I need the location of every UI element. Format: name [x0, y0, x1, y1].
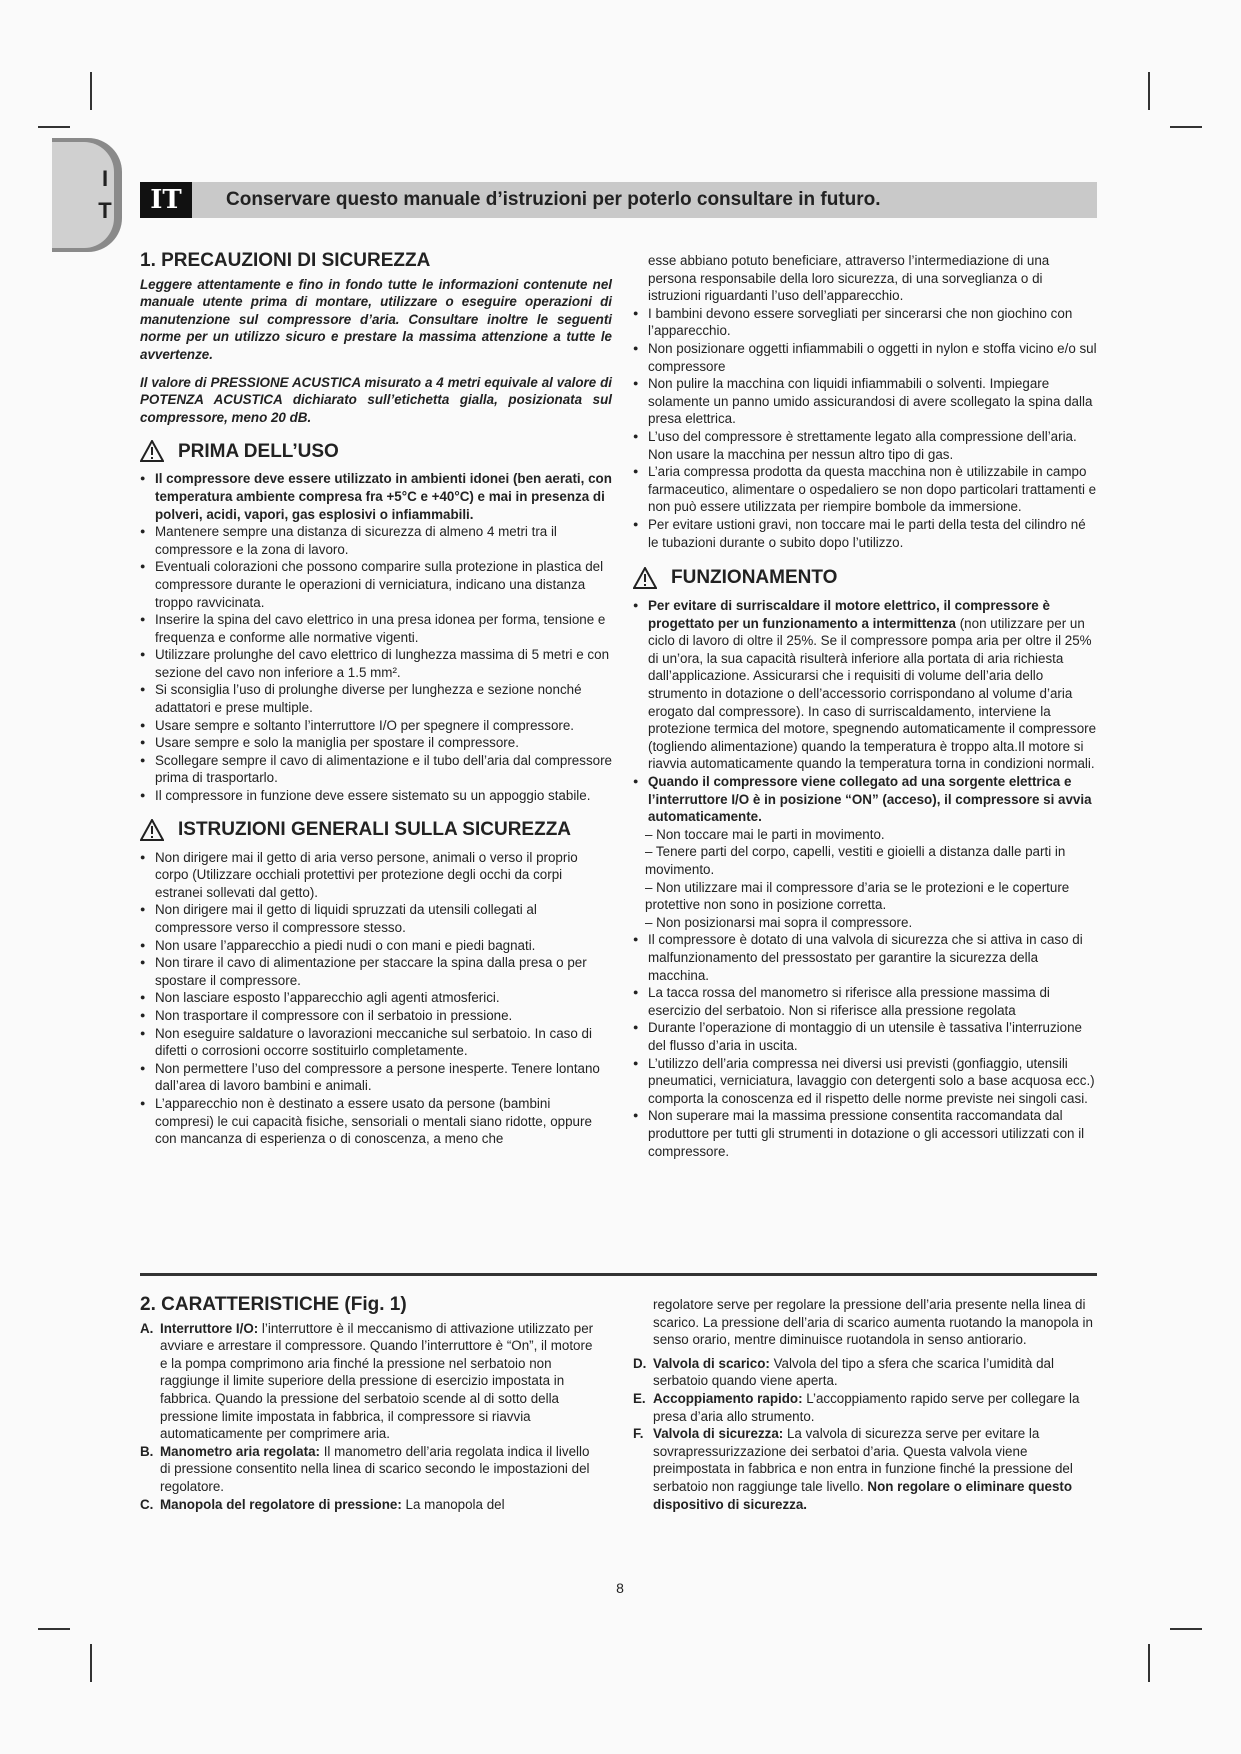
- list-item: ● L’apparecchio non è destinato a essere usato da persone (bambini compresi) le cui capacità fisiche, sensoriali o mentali siano ridotte, oppure con mancanza di esperienza o di conoscenza, a meno che: [140, 1095, 612, 1148]
- list-item: ● Quando il compressore viene collegato ad una sorgente elettrica e l’interruttore I/O è in posizione “ON” (acceso), il compressore si avvia automaticamente.: [633, 773, 1098, 826]
- right-list: [633, 305, 1098, 551]
- list-item: ● Il compressore in funzione deve essere sistemato su un appoggio stabile.: [140, 787, 612, 805]
- feature-key: F.: [633, 1426, 644, 1442]
- feature-key: B.: [140, 1443, 154, 1459]
- sub-item: – Non posizionarsi mai sopra il compressore.: [645, 914, 913, 930]
- crop-mark: [38, 126, 70, 128]
- list-item: ● Non eseguire saldature o lavorazioni meccaniche sul serbatoio. In caso di difetti o corrosioni occorre sostituirlo completamente.: [140, 1025, 612, 1060]
- feature-text: La manopola del: [401, 1496, 505, 1512]
- list-item: ● Inserire la spina del cavo elettrico in una presa idonea per forma, tensione e frequenza e conforme alle normative vigenti.: [140, 611, 612, 646]
- tab-letter-t: T: [98, 198, 112, 223]
- features-left: [140, 1296, 595, 1513]
- section-1-title: 1. PRECAUZIONI DI SICUREZZA: [140, 250, 431, 271]
- list-item: ● Non permettere l’uso del compressore a persone inesperte. Tenere lontano dall’area di lavoro bambini e animali.: [140, 1060, 612, 1095]
- page-number: 8: [616, 1580, 624, 1596]
- feature-text: Il manometro dell’aria regolata indica il livello di pressione consentito nella linea di scarico secondo le impostazioni del regolatore.: [160, 1443, 590, 1494]
- feature-text: L’accoppiamento rapido serve per collegare la presa d’aria allo strumento.: [653, 1390, 1080, 1424]
- list-item: ● Il compressore deve essere utilizzato in ambienti idonei (ben aerati, con temperatura ambiente compresa fra +5°C e +40°C) e mai in presenza di polveri, acidi, vapori, gas esplosivi o infiammabili.: [140, 470, 612, 523]
- prima-list: [140, 470, 612, 804]
- right-column: [633, 252, 1098, 1160]
- warning-icon: [633, 567, 657, 589]
- feature-label: Valvola di scarico:: [653, 1355, 770, 1371]
- feature-key: E.: [633, 1390, 646, 1406]
- list-item: ● Non dirigere mai il getto di liquidi spruzzati da utensili collegati al compressore verso il compressore stesso.: [140, 901, 612, 936]
- list-item: ● I bambini devono essere sorvegliati per sincerarsi che non giochino con l’apparecchio.: [633, 305, 1098, 340]
- feature-d: [633, 1355, 1098, 1390]
- sub-item: – Tenere parti del corpo, capelli, vestiti e gioielli a distanza dalle parti in movimento.: [645, 844, 1066, 877]
- list-item: ● Non usare l’apparecchio a piedi nudi o con mani e piedi bagnati.: [140, 937, 612, 955]
- sub-item: – Non utilizzare mai il compressore d’aria se le protezioni e le coperture protettive non sono in posizione corretta.: [645, 879, 1070, 913]
- crop-mark: [1148, 72, 1150, 110]
- list-item: ● Non lasciare esposto l’apparecchio agli agenti atmosferici.: [140, 989, 612, 1007]
- crop-mark: [90, 72, 92, 110]
- language-tab-inner: [52, 142, 114, 248]
- feature-warning: Non regolare o eliminare questo dispositivo di sicurezza.: [653, 1478, 1073, 1512]
- feature-c-continued: regolatore serve per regolare la pressione dell’aria presente nella linea di scarico. La pressione dell’aria di scarico aumenta ruotando la manopola in senso orario, mentre diminuisce ruotandola in senso antiorario.: [653, 1297, 1093, 1348]
- crop-mark: [90, 1644, 92, 1682]
- feature-text: La valvola di sicurezza serve per evitare la sovrapressurizzazione dei serbatoi d’aria. Questa valvola viene preimpostata in fabbrica e non entra in funzione finché la pressione del serbatoio non raggiunge tale livello.: [653, 1426, 1073, 1494]
- warning-icon: [140, 440, 164, 462]
- list-item: ● Non posizionare oggetti infiammabili o oggetti in nylon e stoffa vicino e/o sul compressore: [633, 340, 1098, 375]
- left-column: [140, 252, 612, 1148]
- list-item: ● Utilizzare prolunghe del cavo elettrico di lunghezza massima di 5 metri e con sezione del cavo non inferiore a 1.5 mm².: [140, 646, 612, 681]
- feature-c: [140, 1496, 595, 1514]
- prima-heading: [140, 440, 612, 462]
- feature-f: [633, 1425, 1098, 1513]
- crop-mark: [1148, 1644, 1150, 1682]
- feature-key: C.: [140, 1496, 154, 1512]
- list-item: ● Non superare mai la massima pressione consentita raccomandata dal produttore per tutti gli strumenti in dotazione o gli accessori utilizzati con il compressore.: [633, 1107, 1098, 1160]
- feature-text: Valvola del tipo a sfera che scarica l’umidità dal serbatoio quando viene aperta.: [653, 1355, 1054, 1389]
- funzionamento-title: FUNZIONAMENTO: [671, 567, 838, 589]
- list-item: ● Mantenere sempre una distanza di sicurezza di almeno 4 metri tra il compressore e la zona di lavoro.: [140, 523, 612, 558]
- bold-lead: Per evitare di surriscaldare il motore elettrico, il compressore è progettato per un funzionamento a intermittenza: [648, 598, 1050, 631]
- feature-label: Interruttore I/O:: [160, 1320, 259, 1336]
- list-item: ● Eventuali colorazioni che possono comparire sulla protezione in plastica del compressore durante le operazioni di verniciatura, indicano una distanza troppo ravvicinata.: [140, 558, 612, 611]
- continued-paragraph: esse abbiano potuto beneficiare, attraverso l’intermediazione di una persona responsabile della loro sicurezza, di una sorveglianza o di istruzioni riguardanti l’uso dell’apparecchio.: [648, 253, 1050, 304]
- crop-mark: [1170, 1628, 1202, 1630]
- language-code: IT: [140, 182, 192, 218]
- istruzioni-title: ISTRUZIONI GENERALI SULLA SICUREZZA: [178, 818, 572, 840]
- feature-text: l’interruttore è il meccanismo di attivazione utilizzato per avviare e arrestare il compressore. Quando l’interruttore è “On”, il motore e la pompa comprimono aria finché la pressione nel serbatoio non raggiunge il limite superiore della pressione di esercizio impostata in fabbrica. Quando la pressione del serbatoio scende al di sotto della pressione limite impostata in fabbrica, il compressore si riavvia automaticamente per comprimere aria.: [160, 1320, 594, 1442]
- funzionamento-list: [633, 597, 1098, 1160]
- feature-label: Manometro aria regolata:: [160, 1443, 320, 1459]
- prima-title: PRIMA DELL’USO: [178, 440, 339, 462]
- list-item: ● L’utilizzo dell’aria compressa nei diversi usi previsti (gonfiaggio, utensili pneumatici, verniciatura, lavaggio con detergenti solo a base acquosa ecc.) comporta la conoscenza ed il rispetto delle norme previste nei singoli casi.: [633, 1055, 1098, 1108]
- crop-mark: [38, 1628, 70, 1630]
- feature-a: [140, 1320, 595, 1443]
- list-item: [633, 597, 1098, 773]
- features-right: [633, 1296, 1098, 1513]
- tab-letter-i: I: [101, 166, 109, 191]
- list-item: ● Durante l’operazione di montaggio di un utensile è tassativa l’interruzione del flusso d’aria in uscita.: [633, 1019, 1098, 1054]
- feature-label: Manopola del regolatore di pressione:: [160, 1496, 402, 1512]
- list-item: ● Non dirigere mai il getto di aria verso persone, animali o verso il proprio corpo (Utilizzare occhiali protettivi per protezione degli occhi da corpi estranei sollevati dal getto).: [140, 849, 612, 902]
- list-item: ● Usare sempre e solo la maniglia per spostare il compressore.: [140, 734, 612, 752]
- feature-label: Accoppiamento rapido:: [653, 1390, 803, 1406]
- sub-item: – Non toccare mai le parti in movimento.: [645, 826, 885, 842]
- list-item: ● Per evitare ustioni gravi, non toccare mai le parti della testa del cilindro né le tubazioni durante o subito dopo l’utilizzo.: [633, 516, 1098, 551]
- acoustic-note: Il valore di PRESSIONE ACUSTICA misurato a 4 metri equivale al valore di POTENZA ACUSTICA dichiarato sull’etichetta gialla, posizionata sul compressore, meno 20 dB.: [140, 374, 612, 425]
- list-item: ● Non tirare il cavo di alimentazione per staccare la spina dalla presa o per spostare il compressore.: [140, 954, 612, 989]
- header-title: Conservare questo manuale d’istruzioni per poterlo consultare in futuro.: [226, 189, 881, 210]
- feature-key: A.: [140, 1320, 154, 1336]
- warning-icon: [140, 819, 164, 841]
- list-item: ● Usare sempre e soltanto l’interruttore I/O per spegnere il compressore.: [140, 717, 612, 735]
- feature-label: Valvola di sicurezza:: [653, 1426, 784, 1442]
- list-item: ● Il compressore è dotato di una valvola di sicurezza che si attiva in caso di malfunzionamento del pressostato per garantire la sicurezza della macchina.: [633, 931, 1098, 984]
- intro-paragraph: Leggere attentamente e fino in fondo tutte le informazioni contenute nel manuale utente prima di montare, utilizzare o eseguire operazioni di manutenzione sul compressore d’aria. Consultare inoltre le seguenti norme per un utilizzo sicuro e prestare la massima attenzione a tutte le avvertenze.: [140, 276, 612, 362]
- list-item: ● La tacca rossa del manometro si riferisce alla pressione massima di esercizio del serbatoio. Non si riferisce alla pressione regolata: [633, 984, 1098, 1019]
- body-text: (non utilizzare per un ciclo di lavoro di oltre il 25%. Se il compressore pompa aria per oltre il 25% di un’ora, la sua capacità risulterà inferiore alla portata di aria richiesta dall’applicazione. Assicurarsi che i requisiti di volume dell’aria dello strumento in dotazione o dell’accessorio corrispondano al volume d’aria erogato dal compressore). In caso di surriscaldamento, interviene la protezione termica del motore, spegnendo automaticamente il compressore (togliendo alimentazione) quando la temperatura è troppo alta.Il motore si riavvia automaticamente quando la temperatura torna in condizioni normali.: [648, 615, 1097, 772]
- list-item: ● Non trasportare il compressore con il serbatoio in pressione.: [140, 1007, 612, 1025]
- feature-b: [140, 1443, 595, 1496]
- section-divider: [140, 1273, 1097, 1276]
- list-item: ● Si sconsiglia l’uso di prolunghe diverse per lunghezza e sezione nonché adattatori e prese multiple.: [140, 681, 612, 716]
- list-item: ● Non pulire la macchina con liquidi infiammabili o solventi. Impiegare solamente un panno umido assicurandosi di avere scollegato la spina dalla presa elettrica.: [633, 375, 1098, 428]
- istruzioni-heading: [140, 819, 612, 841]
- istruzioni-list: [140, 849, 612, 1148]
- list-item: ● L’aria compressa prodotta da questa macchina non è utilizzabile in campo farmaceutico, alimentare o ospedaliero se non dopo particolari trattamenti e non può essere utilizzata per riempire bombole da immersione.: [633, 463, 1098, 516]
- feature-key: D.: [633, 1355, 647, 1371]
- crop-mark: [1170, 126, 1202, 128]
- feature-e: [633, 1390, 1098, 1425]
- funzionamento-heading: [633, 567, 1098, 589]
- section-2-title: 2. CARATTERISTICHE (Fig. 1): [140, 1294, 407, 1315]
- list-item: ● L’uso del compressore è strettamente legato alla compressione dell’aria. Non usare la macchina per nessun altro tipo di gas.: [633, 428, 1098, 463]
- list-item: ● Scollegare sempre il cavo di alimentazione e il tubo dell’aria dal compressore prima di trasportarlo.: [140, 752, 612, 787]
